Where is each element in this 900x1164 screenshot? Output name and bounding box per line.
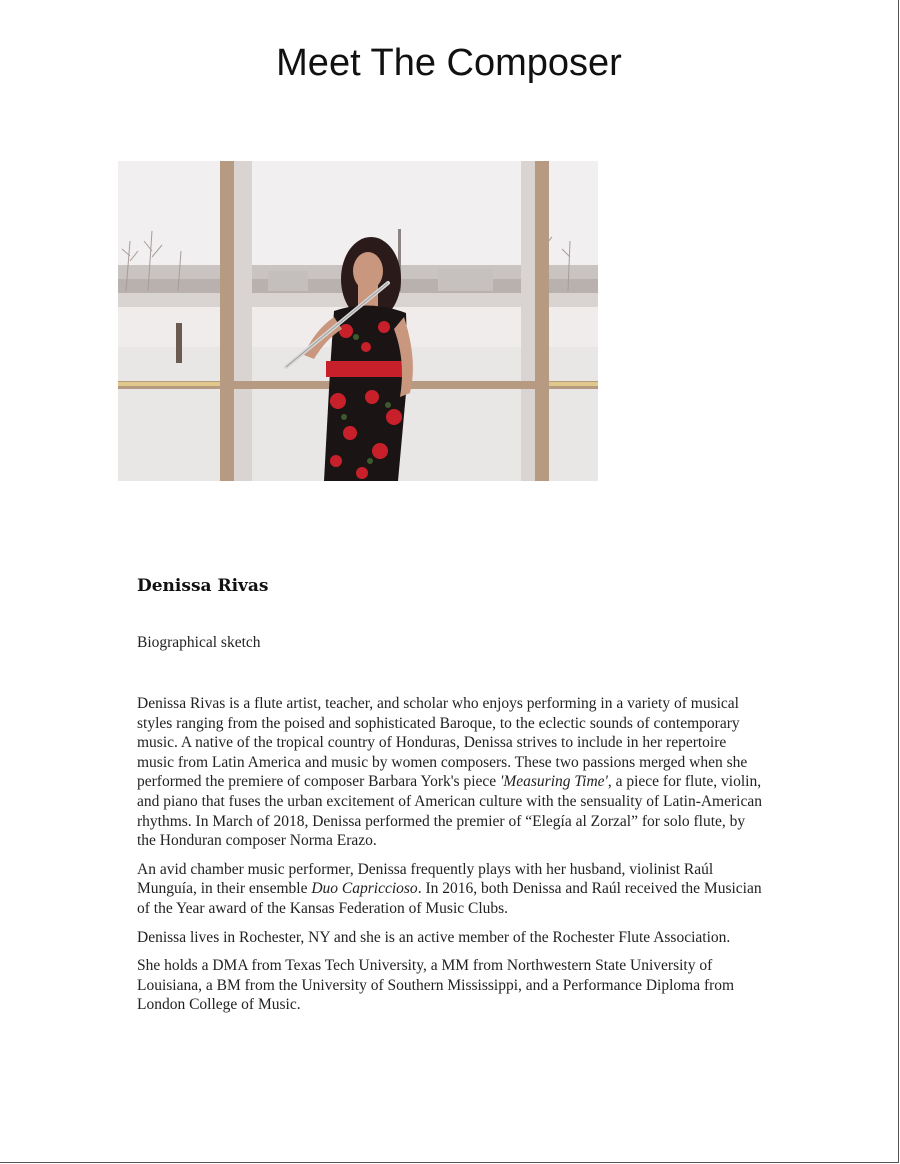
section-label: Biographical sketch xyxy=(137,634,261,651)
bio-p2-text-a: An avid chamber music performer, Denissa frequently plays with her husband, violinist Raúl Munguía, in their ensemble xyxy=(137,860,714,898)
bio-paragraph-1 xyxy=(137,694,767,851)
bio-p1-work-title: 'Measuring Time' xyxy=(500,773,608,791)
page-title: Meet The Composer xyxy=(276,42,622,84)
bio-paragraph-3: Denissa lives in Rochester, NY and she is an active member of the Rochester Flute Association. xyxy=(137,928,731,946)
bio-paragraph-4: She holds a DMA from Texas Tech University, a MM from Northwestern State University of Louisiana, a BM from the University of Southern Mississippi, and a Performance Diploma from London College of Music. xyxy=(137,957,735,1014)
biography xyxy=(137,694,767,1024)
bio-p1-text-a: Denissa Rivas is a flute artist, teacher, and scholar who enjoys performing in a variety of musical styles ranging from the poised and sophisticated Baroque, to the eclectic sounds of contemporary music. A native of the tropical country of Honduras, Denissa strives to include in her repertoire music from Latin America and music by women composers. These two passions merged when she performed the premiere of composer Barbara York's piece xyxy=(137,695,748,791)
bio-p1-text-b: , a piece for flute, violin, and piano that fuses the urban excitement of American culture with the sensuality of Latin-American rhythms. In March of 2018, Denissa performed the premier of “Elegía al Zorzal” for solo flute, by the Honduran composer Norma Erazo. xyxy=(137,773,762,850)
bio-p2-ensemble-name: Duo Capriccioso xyxy=(311,880,418,898)
composer-name: Denissa Rivas xyxy=(137,576,269,596)
bio-paragraph-2 xyxy=(137,860,767,919)
composer-photo xyxy=(118,161,598,481)
bio-p2-text-b: . In 2016, both Denissa and Raúl received the Musician of the Year award of the Kansas Federation of Music Clubs. xyxy=(137,880,762,917)
